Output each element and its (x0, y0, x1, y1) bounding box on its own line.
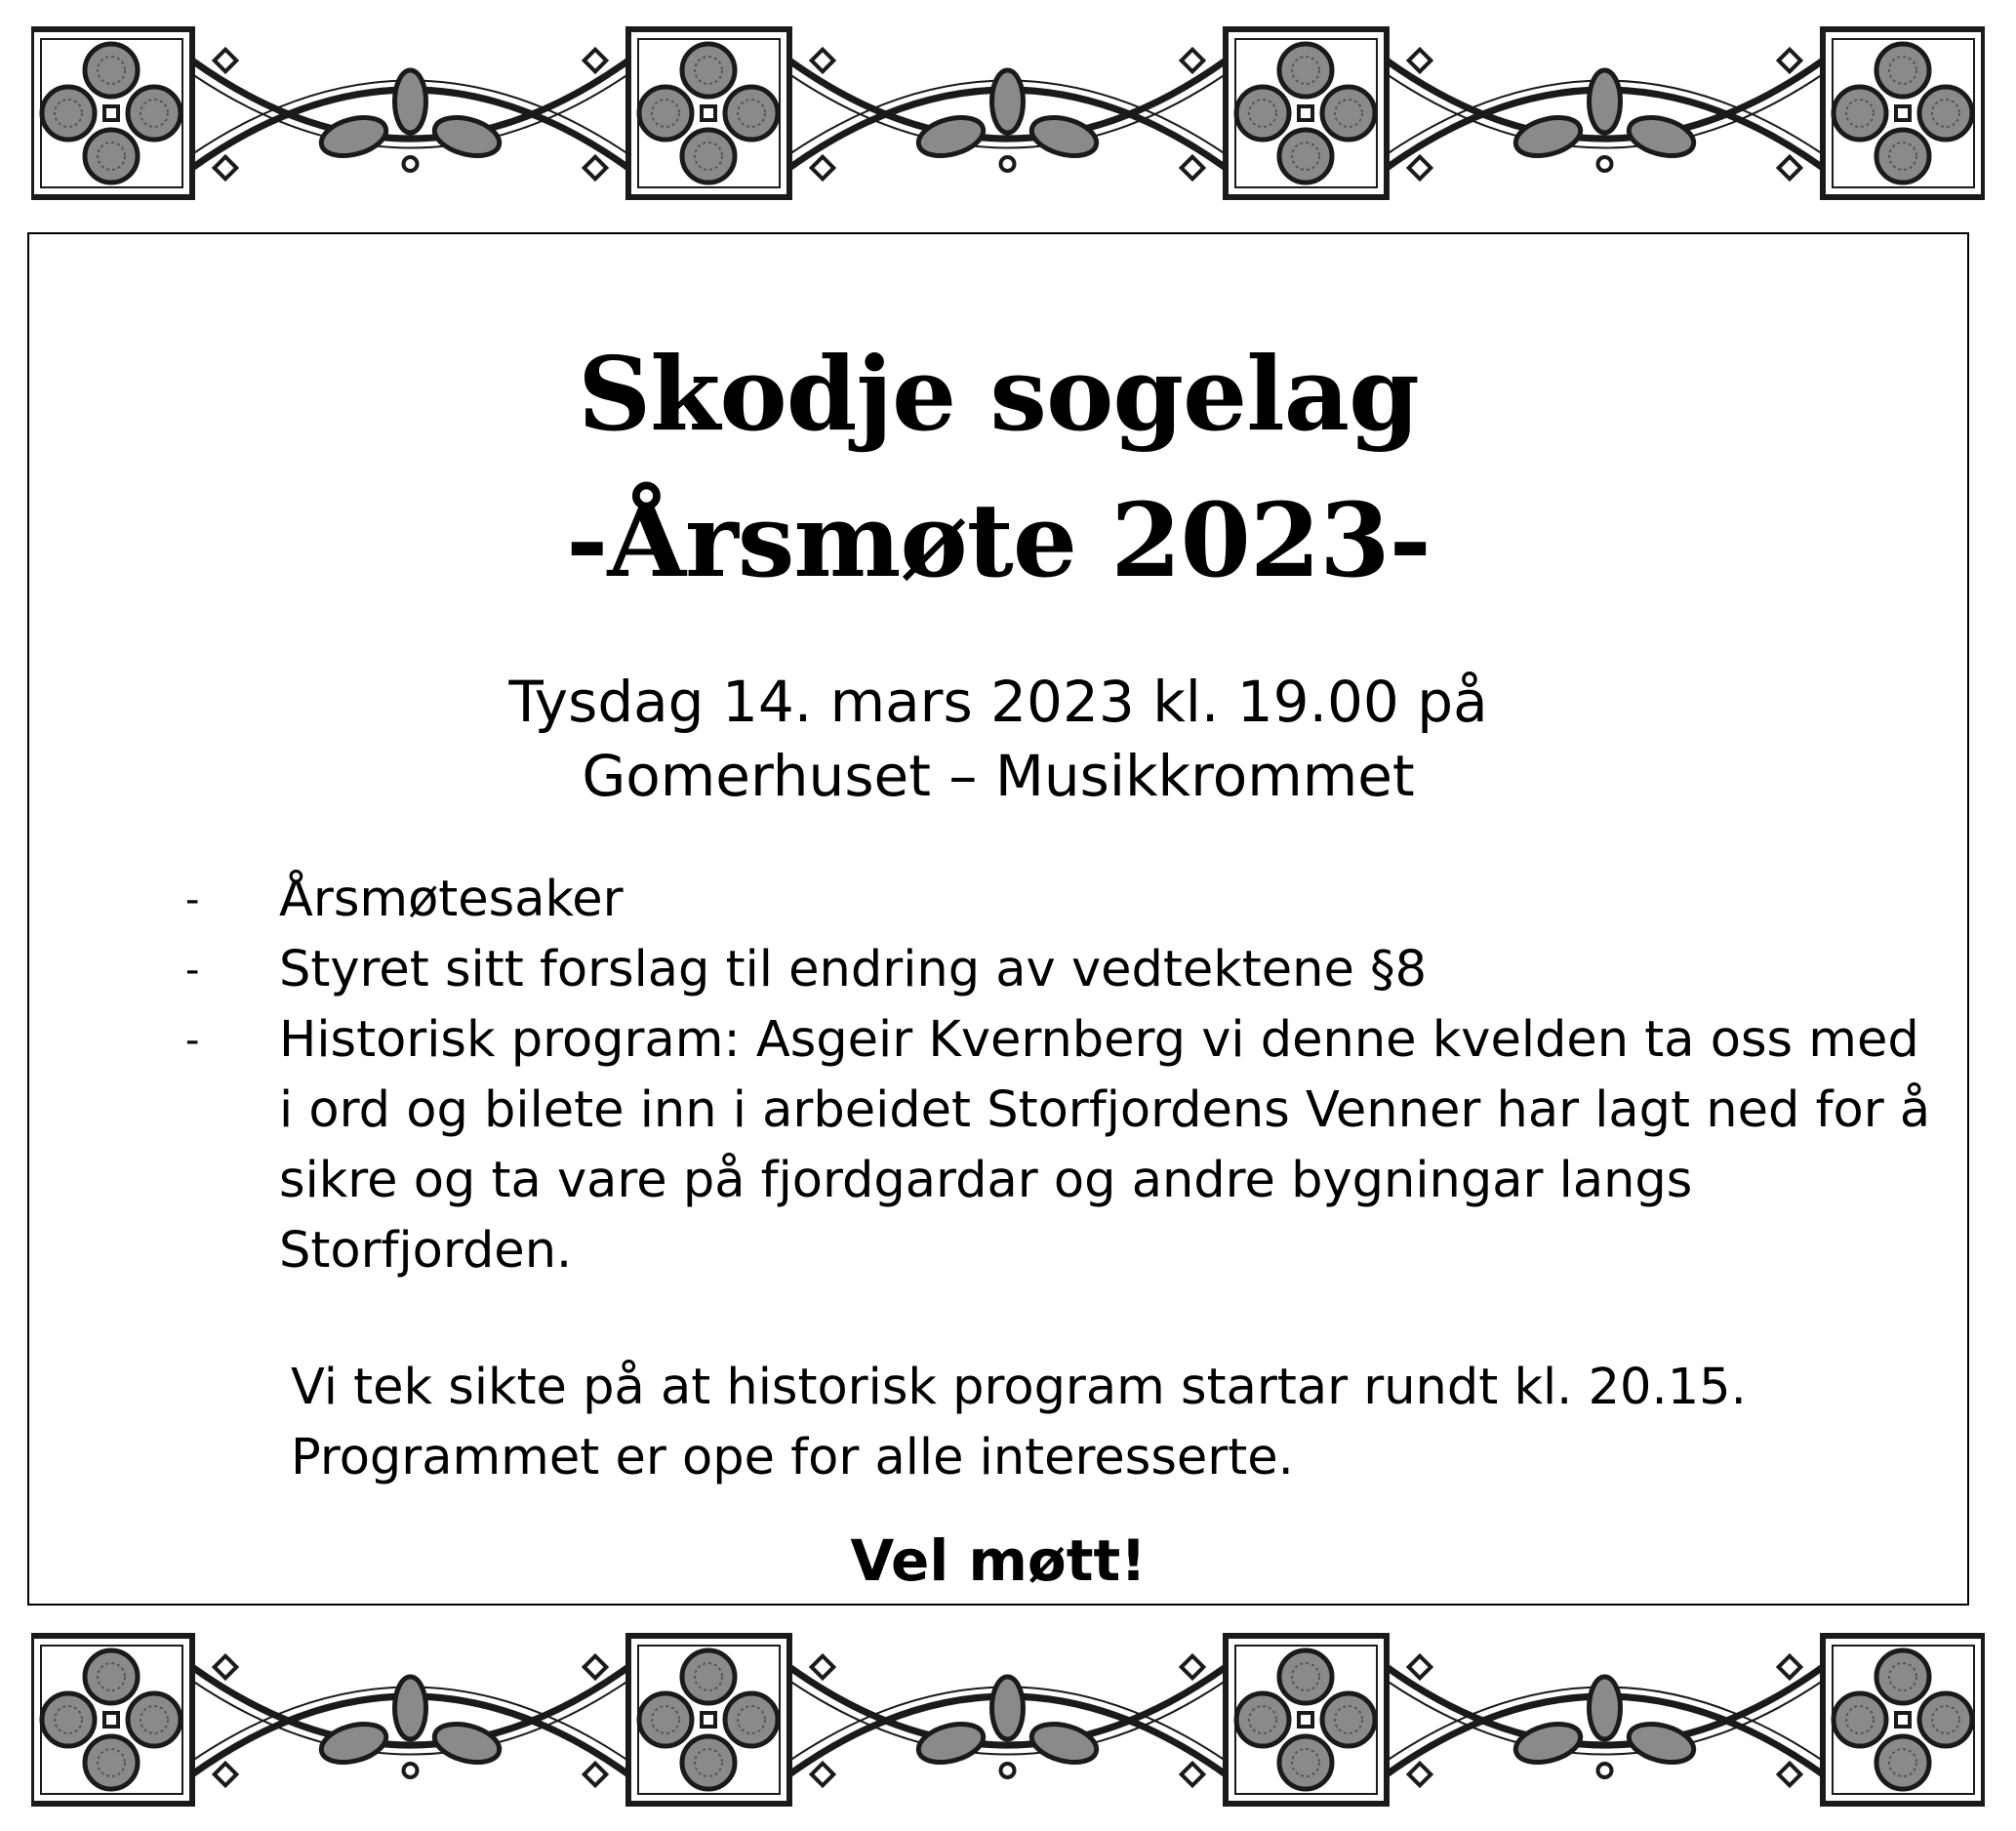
agenda-item (185, 865, 1942, 935)
agenda-item-text: Styret sitt forslag til endring av vedtektene §8 (279, 941, 1428, 998)
ornament-border-top (31, 21, 1985, 207)
agenda-item (185, 1005, 1942, 1286)
closing-greeting: Vel møtt! (850, 1527, 1147, 1594)
list-bullet: - (185, 1018, 200, 1063)
agenda-item-text: Årsmøtesaker (279, 871, 624, 928)
agenda-list (185, 865, 1942, 1286)
list-bullet: - (185, 948, 200, 993)
agenda-item (185, 935, 1942, 1005)
folk-ornament-border-icon (31, 21, 1985, 207)
notice-box (27, 232, 1969, 1606)
agenda-item-text: Historisk program: Asgeir Kvernberg vi denne kvelden ta oss med i ord og bilete inn i arbeidet Storfjordens Venner har lagt ned for å sikre og ta vare på fjordgardar og andre bygningar langs Storfjorden. (279, 1011, 1931, 1280)
footnote-line: Vi tek sikte på at historisk program startar rundt kl. 20.15. (291, 1359, 1747, 1416)
footnote (291, 1353, 1950, 1493)
event-datetime: Tysdag 14. mars 2023 kl. 19.00 på (508, 669, 1488, 735)
folk-ornament-border-icon (31, 1628, 1985, 1813)
list-bullet: - (185, 877, 200, 922)
event-venue: Gomerhuset – Musikkrommet (582, 743, 1415, 809)
footnote-line: Programmet er ope for alle interesserte. (291, 1429, 1294, 1486)
ornament-border-bottom (31, 1628, 1985, 1813)
notice-title: Skodje sogelag (578, 334, 1419, 454)
notice-subtitle: -Årsmøte 2023- (566, 480, 1431, 600)
